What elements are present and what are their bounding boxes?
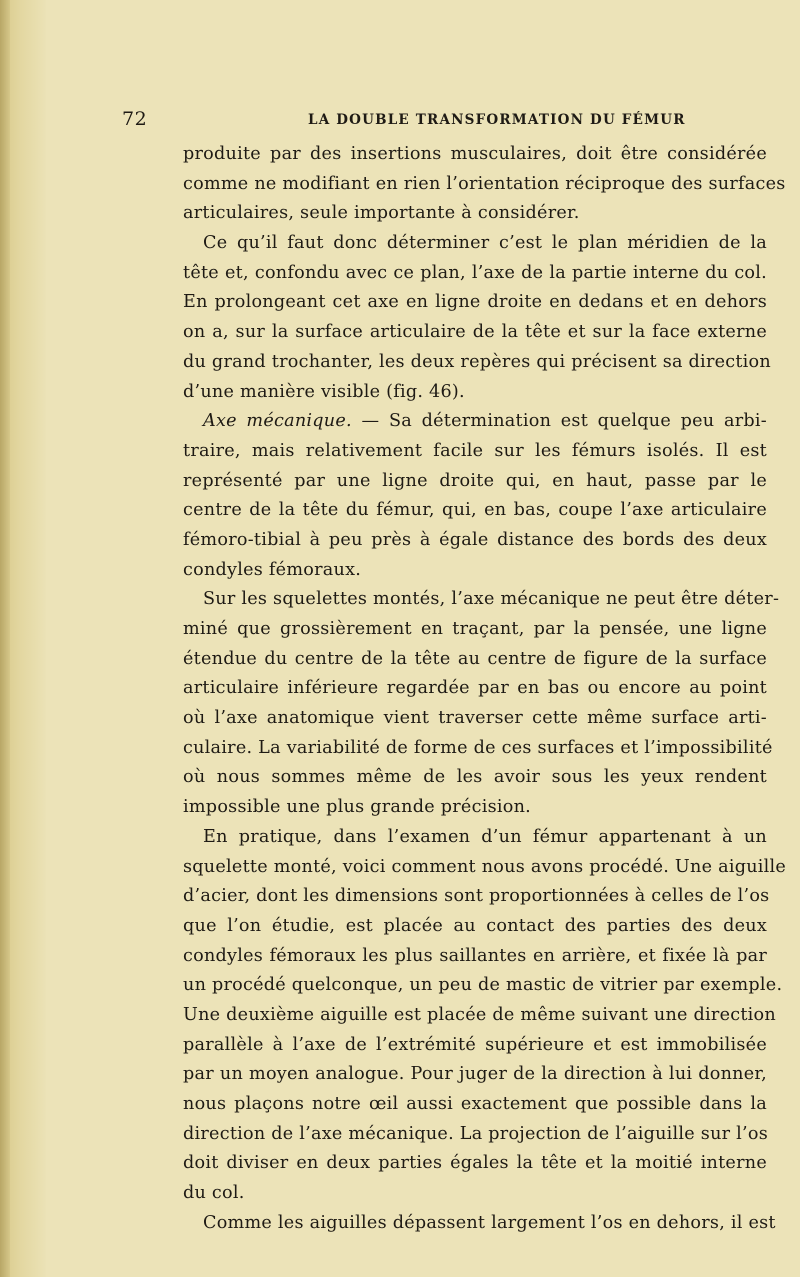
text-line-content: Comme les aiguilles dépassent largement l’os en dehors, il est — [203, 1212, 776, 1233]
text-line — [183, 585, 780, 615]
text-line-content: condyles fémoraux les plus saillantes en arrière, et fixée là par — [183, 945, 767, 966]
text-line — [183, 407, 767, 437]
text-line — [183, 853, 787, 883]
text-line-content: centre de la tête du fémur, qui, en bas, coupe l’axe articulaire — [183, 500, 767, 521]
text-line — [183, 971, 783, 1001]
text-line — [183, 1209, 776, 1239]
text-line — [183, 1060, 767, 1090]
text-line-content: comme ne modifiant en rien l’orientation réciproque des surfaces — [183, 173, 786, 194]
text-line-content: squelette monté, voici comment nous avons procédé. Une aiguille — [183, 856, 787, 877]
text-line-content: nous plaçons notre œil aussi exactement que possible dans la — [183, 1094, 767, 1114]
text-line-content: Ce qu’il faut donc déterminer c’est le plan méridien de la — [203, 233, 767, 254]
text-line-content: représenté par une ligne droite qui, en haut, passe par le — [183, 470, 767, 491]
italic-heading: Axe mécanique. — [203, 411, 352, 432]
text-line-content: direction de l’axe mécanique. La projection de l’aiguille sur l’os — [183, 1123, 769, 1144]
text-line — [183, 140, 767, 170]
text-line-content: Sur les squelettes montés, l’axe mécanique ne peut être déter- — [203, 589, 780, 610]
text-line-content: du grand trochanter, les deux repères qui précisent sa direction — [183, 351, 771, 372]
text-line — [183, 288, 767, 318]
text-line-content: — Sa détermination est quelque peu arbi- — [351, 411, 767, 432]
text-line — [183, 1031, 767, 1061]
text-line — [183, 734, 773, 764]
text-line — [183, 674, 767, 704]
page-number: 72 — [122, 108, 148, 130]
text-line — [183, 1149, 767, 1179]
text-line — [183, 823, 767, 853]
text-line — [183, 1120, 767, 1150]
running-title: LA DOUBLE TRANSFORMATION DU FÉMUR — [308, 112, 686, 128]
text-line-content: doit diviser en deux parties égales la tête et la moitié interne — [183, 1153, 767, 1174]
text-line — [183, 882, 770, 912]
text-line-content: étendue du centre de la tête au centre de figure de la surface — [183, 648, 767, 669]
text-line-content: miné que grossièrement en traçant, par la pensée, une ligne — [183, 619, 767, 639]
text-line — [183, 704, 767, 734]
text-line — [183, 526, 767, 556]
text-line — [183, 645, 767, 675]
text-line — [183, 170, 786, 200]
text-line — [183, 496, 767, 526]
text-line-content: un procédé quelconque, un peu de mastic de vitrier par exemple. — [183, 975, 783, 996]
text-line — [183, 348, 771, 378]
text-line-content: culaire. La variabilité de forme de ces surfaces et l’impossibilité — [183, 737, 773, 758]
text-line-content: En pratique, dans l’examen d’un fémur appartenant à un — [203, 826, 767, 847]
text-line — [183, 793, 767, 823]
text-line-content: on a, sur la surface articulaire de la tête et sur la face externe — [183, 322, 767, 343]
text-line-content: que l’on étudie, est placée au contact des parties des deux — [183, 915, 767, 936]
text-line — [183, 912, 767, 942]
text-line — [183, 378, 767, 408]
text-line-content: En prolongeant cet axe en ligne droite en dedans et en dehors — [183, 292, 767, 313]
text-line-content: où l’axe anatomique vient traverser cette même surface arti- — [183, 708, 767, 729]
text-line-content: fémoro-tibial à peu près à égale distance des bords des deux — [183, 529, 767, 550]
text-line-content: d’une manière visible (fig. 46). — [183, 381, 465, 402]
text-line — [183, 763, 767, 793]
page-header — [122, 108, 782, 136]
text-line-content: où nous sommes même de les avoir sous les yeux rendent — [183, 767, 767, 788]
text-line-content: d’acier, dont les dimensions sont proportionnées à celles de l’os — [183, 886, 770, 907]
text-line-content: impossible une plus grande précision. — [183, 797, 531, 818]
text-line-content: articulaire inférieure regardée par en bas ou encore au point — [183, 678, 767, 699]
text-line — [183, 1090, 767, 1120]
text-line — [183, 1001, 776, 1031]
text-line — [183, 1179, 767, 1209]
text-line-content: par un moyen analogue. Pour juger de la direction à lui donner, — [183, 1064, 767, 1085]
text-line — [183, 229, 767, 259]
text-line-content: produite par des insertions musculaires, doit être considérée — [183, 144, 767, 164]
text-line — [183, 467, 767, 497]
text-line — [183, 942, 767, 972]
text-line-content: Une deuxième aiguille est placée de même suivant une direction — [183, 1004, 776, 1025]
text-line-content: parallèle à l’axe de l’extrémité supérieure et est immobilisée — [183, 1034, 767, 1055]
text-line-content: articulaires, seule importante à considérer. — [183, 203, 580, 224]
text-line — [183, 437, 767, 467]
text-line — [183, 199, 767, 229]
text-line-content: condyles fémoraux. — [183, 559, 362, 580]
text-line-content: du col. — [183, 1183, 245, 1204]
body-text — [183, 140, 787, 1238]
text-line — [183, 615, 767, 645]
text-line-content: traire, mais relativement facile sur les fémurs isolés. Il est — [183, 440, 767, 461]
text-line — [183, 259, 767, 289]
text-line — [183, 318, 767, 348]
text-line-content: tête et, confondu avec ce plan, l’axe de la partie interne du col. — [183, 262, 767, 283]
text-line — [183, 556, 767, 586]
